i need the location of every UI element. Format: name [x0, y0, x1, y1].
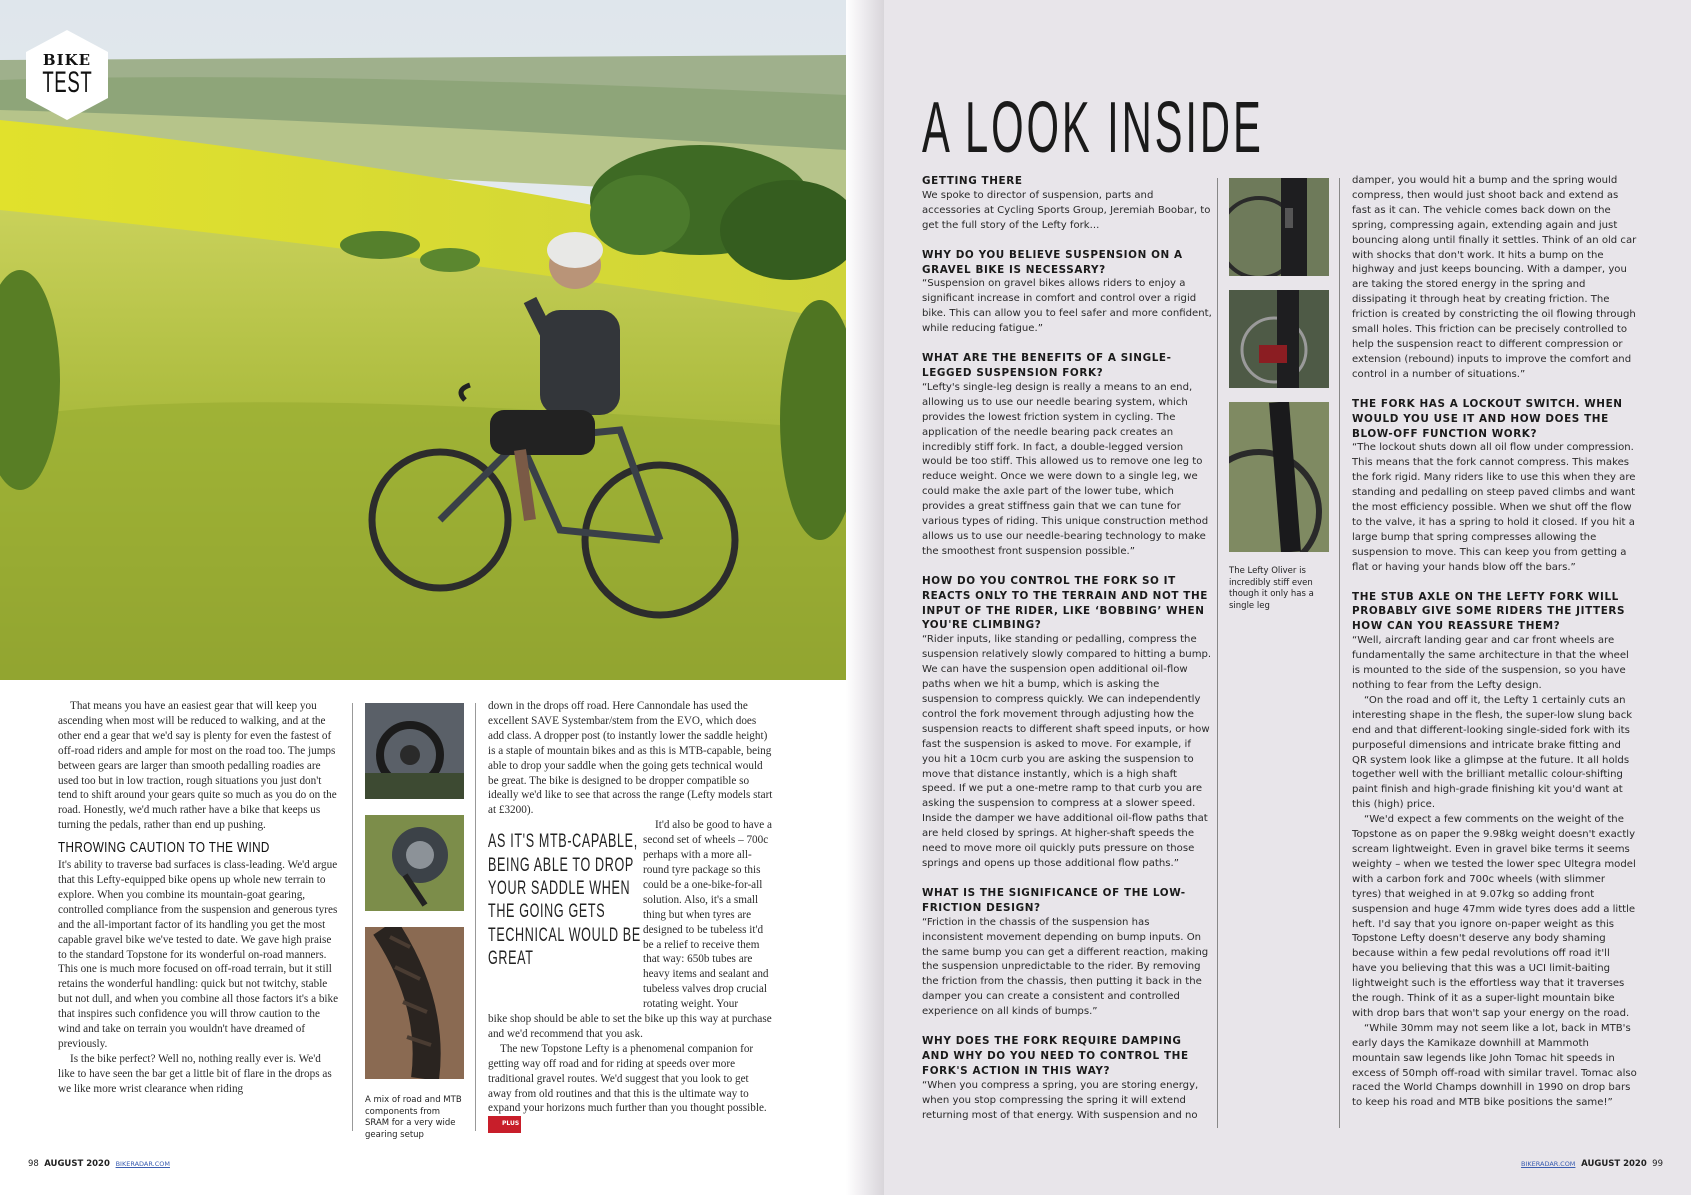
answer: “Friction in the chassis of the suspension has inconsistent movement depending on bump inputs. On the same bump you can get a different reaction, making the suspension unpredictable to the rider. By removing the friction from the chassis, then putting it back in the damper you can create a consistent and controlled experience on all kinds of bumps.” — [922, 916, 1209, 1018]
right-column-3 — [1352, 174, 1637, 1111]
question-heading: THE STUB AXLE ON THE LEFTY FORK WILL PROBABLY GIVE SOME RIDERS THE JITTERS HOW CAN YOU REASSURE THEM? — [1352, 590, 1626, 633]
column-divider — [1217, 178, 1218, 1128]
question-heading: HOW DO YOU CONTROL THE FORK SO IT REACTS ONLY TO THE TERRAIN AND NOT THE INPUT OF THE RIDER, LIKE ‘BOBBING’ WHEN YOU'RE CLIMBING? — [922, 574, 1208, 632]
issue-date: AUGUST 2020 — [1581, 1159, 1647, 1169]
pull-quote: AS IT'S MTB-CAPABLE, BEING ABLE TO DROP YOUR SADDLE WHEN THE GOING GETS TECHNICAL WOULD BE GREAT — [488, 831, 641, 970]
question-heading: THE FORK HAS A LOCKOUT SWITCH. WHEN WOULD YOU USE IT AND HOW DOES THE BLOW-OFF FUNCTION WORK? — [1352, 397, 1623, 440]
narrow-text — [643, 818, 773, 1012]
left-column-3 — [488, 699, 773, 1133]
fork-leg-photo — [1229, 402, 1329, 552]
page-number: 99 — [1652, 1159, 1663, 1169]
bike-test-badge — [26, 30, 108, 120]
site-link[interactable]: BIKERADAR.COM — [115, 1160, 170, 1168]
page-number: 98 — [28, 1159, 39, 1169]
left-footer — [28, 1159, 173, 1169]
issue-date: AUGUST 2020 — [44, 1159, 110, 1169]
photo-caption: A mix of road and MTB components from SRAM for a very wide gearing setup — [365, 1095, 462, 1140]
question-heading: WHY DOES THE FORK REQUIRE DAMPING AND WHY DO YOU NEED TO CONTROL THE FORK'S ACTION IN THIS WAY? — [922, 1035, 1189, 1077]
photo-caption: The Lefty Oliver is incredibly stiff even though it only has a single leg — [1229, 566, 1314, 611]
pullquote-row — [488, 818, 773, 1012]
component-photos — [365, 703, 464, 1141]
answer: “The lockout shuts down all oil flow under compression. This means that the fork cannot compress. This makes the fork rigid. Many riders like to use this when they are standing and pedalling on steep paved climbs and want the most efficiency possible. When we shut off the flow to the valve, it has a spring to hold it closed. If you hit a large bump that spring compresses allowing the suspension to move. This can keep you from getting a flat or having your hands blow off the bars.” — [1352, 442, 1636, 573]
answer: “Lefty's single-leg design is really a means to an end, allowing us to use our needle bearing system, which provides the lowest friction system in cycling. The application of the needle bearing pack creates an incredibly stiff fork. In fact, a double-legged version would be too stiff. This allowed us to remove one leg to reduce weight. Once we were down to a single leg, we could make the axle part of the lower tube, which provides a great stiffness gain that we can tune for various types of riding. This unique construction method allows us to use our needle-bearing technology to make the smoothest front suspension possible.” — [922, 381, 1209, 557]
page-title: A LOOK INSIDE — [922, 88, 1264, 168]
answer: “On the road and off it, the Lefty 1 certainly cuts an interesting shape in the flesh, the super-low slung back end and that different-looking single-sided fork with its purposeful dimensions and intricate brake fitting and QR system look like a glimpse at the future. It all holds together well with the brilliant metallic colour-shifting paint finish and high-grade finishing kit you'd want at this (high) price. — [1352, 694, 1633, 811]
fork-crown-photo — [1229, 178, 1329, 276]
plus-badge: PLUS — [488, 1116, 521, 1133]
hero-image — [0, 0, 846, 680]
answer: “While 30mm may not seem like a lot, back in MTB's early days the Kamikaze downhill at Mammoth mountain saw legends like John Tomac hit speeds in excess of 50mph off-road with similar travel. Tomac also raced the World Champs downhill in 1990 on drop bars to keep his road and MTB bike positions the same!” — [1352, 1022, 1637, 1109]
answer: “Well, aircraft landing gear and car front wheels are fundamentally the same architecture in that the wheel is mounted to the side of the suspension, so you have nothing to fear from the Lefty design. — [1352, 635, 1629, 691]
answer: damper, you would hit a bump and the spring would compress, then would just shoot back and extend as fast as it can. The vehicle comes back down on the spring, compressing again, extending again and just bouncing along until finally it settles. Think of an old car with shocks that don't work. It hits a bump on the highway and just keeps bouncing. With a damper, you are taking the stored energy in the spring and dissipating it through heat by creating friction. The friction is created by constricting the oil flowing through small holes. This friction can be precisely controlled to help the suspension react to different compression or extension (rebound) inputs to improve the comfort and control in a number of situations.” — [1352, 175, 1637, 380]
question-heading: WHAT ARE THE BENEFITS OF A SINGLE-LEGGED SUSPENSION FORK? — [922, 352, 1172, 379]
column-divider — [475, 703, 476, 1131]
page-gutter — [846, 0, 884, 1195]
right-footer — [1518, 1159, 1663, 1169]
paragraph: It's ability to traverse bad surfaces is class-leading. We'd argue that this Lefty-equipped bike opens up whole new terrain to explore. When you combine its mountain-goat gearing, controlled compliance from the suspension and generous tyres and the all-important factor of its handling you get the most capable gravel bike we've tested to date. We gave high praise to the standard Topstone for its wonderful on-road manners. This one is much more focused on off-road terrain, but it still retains the wonderful handling: quick but not twitchy, stable but not dull, and when you combine all those factors it's a bike that inspires such confidence you will throw caution to the wind and take on terrain you wouldn't have dreamed of previously. — [58, 859, 339, 1050]
tyre-tread-photo — [365, 927, 464, 1079]
closing-text: The new Topstone Lefty is a phenomenal companion for getting way off road and for riding at speeds over more traditional gravel routes. We'd suggest that you look to get away from old routines and that this is the ultimate way to expand your horizons much further than you thought possible. — [488, 1042, 767, 1115]
hero-photo-cyclist-field — [0, 0, 846, 680]
right-page — [884, 0, 1691, 1195]
crankset-photo — [365, 703, 464, 799]
paragraph — [488, 1042, 773, 1133]
answer: “Suspension on gravel bikes allows riders to enjoy a significant increase in comfort and control over a rigid bike. This can allow you to feel safer and more confident, while reducing fatigue.” — [922, 278, 1212, 335]
paragraph: That means you have an easiest gear that will keep you ascending when most will be reduced to walking, and at the other end a gear that we'd say is plenty for even the fastest of off-road riders and ample for most on the road too. The jumps between gears are larger than smooth pedalling roadies are used too but in low traction, rough situations you just don't tend to shift around your gears quite so much as you do on the road. Honestly, we'd much rather have a bike that keeps us turning the pedals, rather than end up pushing. — [58, 700, 337, 832]
badge-line-1: BIKE — [42, 50, 92, 69]
column-divider — [352, 703, 353, 1131]
paragraph: Is the bike perfect? Well no, nothing really ever is. We'd like to have seen the bar get a little bit of flare in the drops as we like more wrist clearance when riding — [58, 1052, 332, 1095]
question-heading: GETTING THERE — [922, 175, 1023, 187]
fork-photos — [1229, 178, 1329, 612]
answer: “Rider inputs, like standing or pedalling, compress the suspension relatively slowly compared to hitting a bump. We can have the suspension open additional oil-flow paths when we hit a bump, which is asking the suspension to compress quickly. We can independently control the fork movement through adjusting how the suspension reacts to different shaft speed inputs, or how fast the suspension is asked to move. For example, if you hit a 10cm curb you are asking the suspension to move that distance instantly, which is a high shaft speed. If we put a one-metre ramp to that curb you are asking the suspension to compress at a slower speed. Inside the damper we have additional oil-flow paths that are held closed by springs. At higher-shaft speeds the need to move more oil quickly puts pressure on those springs and opens up those additional flow paths.” — [922, 634, 1212, 869]
answer: “When you compress a spring, you are storing energy, when you stop compressing the spring it will extend returning most of that energy. With suspension and no — [922, 1079, 1199, 1121]
answer: We spoke to director of suspension, parts and accessories at Cycling Sports Group, Jeremiah Boobar, to get the full story of the Lefty fork... — [922, 189, 1211, 231]
right-column-1 — [922, 174, 1212, 1123]
paragraph: It'd also be good to have a second set of wheels – 700c perhaps with a more all-round tyre package so this could be a one-bike-for-all solution. Also, it's a small thing but when tyres are designed to be tubeless it'd be a relief to receive them that way: 650b tubes are heavy items and sealant and tubeless valves drop crucial rotating weight. Your — [643, 819, 772, 1011]
paragraph: bike shop should be able to set the bike up this way at purchase and we'd recommend that you ask. — [488, 1013, 772, 1040]
column-divider — [1339, 178, 1340, 1128]
left-column-1 — [58, 699, 340, 1097]
question-heading: WHY DO YOU BELIEVE SUSPENSION ON A GRAVEL BIKE IS NECESSARY? — [922, 248, 1183, 276]
answer: “We'd expect a few comments on the weight of the Topstone as on paper the 9.98kg weight doesn't exactly scream lightweight. Even in gravel bike terms it seems weighty – when we tested the lower spec Ultegra model with a carbon fork and 700c wheels (with slimmer tyres) that weighed in at 9.07kg so adding front suspension and huge 47mm wide tyres does add a little heft. I'd say that you ignore on-paper weight as this Topstone Lefty doesn't deserve any body shaming because within a few pedal revolutions off road it'll have you believing that this was a UCI limit-baiting lightweight such is the effortless way that it traverses the rough. Think of it as a super-light mountain bike with drop bars that won't sap your energy on the road. — [1352, 814, 1636, 1019]
section-heading: THROWING CAUTION TO THE WIND — [58, 839, 270, 857]
question-heading: WHAT IS THE SIGNIFICANCE OF THE LOW-FRICTION DESIGN? — [922, 886, 1186, 914]
fork-brake-photo — [1229, 290, 1329, 388]
site-link[interactable]: BIKERADAR.COM — [1521, 1160, 1576, 1168]
badge-line-2: TEST — [41, 65, 93, 99]
paragraph: down in the drops off road. Here Cannondale has used the excellent SAVE Systembar/stem from the EVO, which does add class. A dropper post (to instantly lower the saddle height) is a staple of mountain bikes and as this is MTB-capable, being able to drop your saddle when the going gets technical would be great. The bike is designed to be dropper compatible so ideally we'd like to see that across the range (Lefty models start at £3200). — [488, 700, 773, 817]
cassette-photo — [365, 815, 464, 911]
